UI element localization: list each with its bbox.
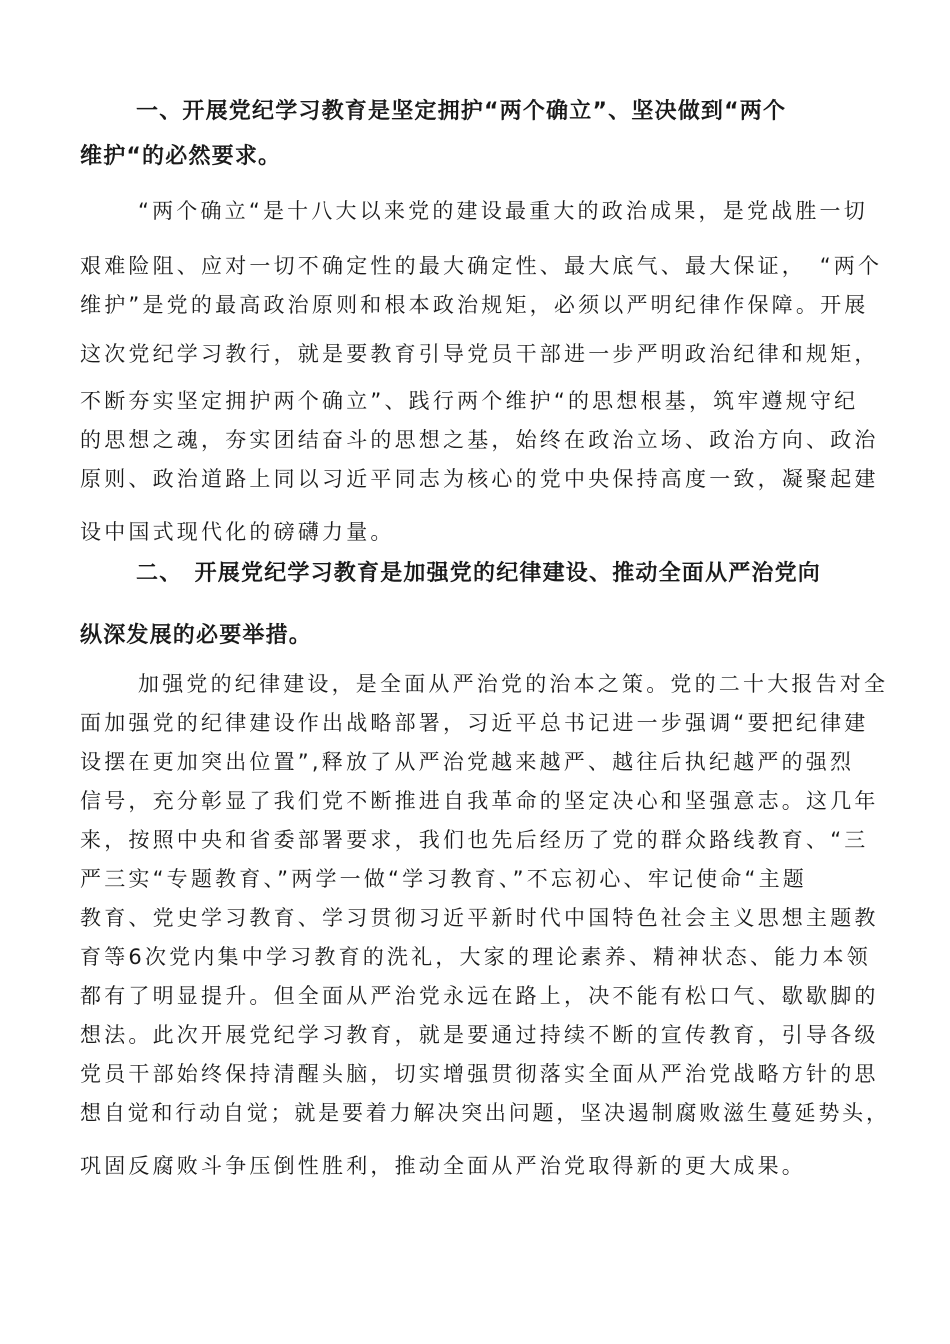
section2-paragraph-line-5: 来，按照中央和省委部署要求，我们也先后经历了党的群众路线教育、“三: [80, 828, 869, 852]
section2-paragraph-line-3: 设摆在更加突出位置”,释放了从严治党越来越严、越往后执纪越严的强烈: [80, 750, 855, 774]
section1-paragraph-line-8: 设中国式现代化的磅礴力量。: [80, 520, 395, 544]
section2-paragraph-line-10: 想法。此次开展党纪学习教育，就是要通过持续不断的宣传教育，引导各级: [80, 1023, 879, 1047]
section1-heading-line-2: 维护“的必然要求。: [80, 144, 282, 169]
section2-paragraph-line-4: 信号，充分彰显了我们党不断推进自我革命的坚定决心和坚强意志。这几年: [80, 789, 879, 813]
section1-paragraph-line-1: “两个确立“是十八大以来党的建设最重大的政治成果，是党战胜一切: [138, 199, 868, 223]
section2-paragraph-line-13: 巩固反腐败斗争压倒性胜利，推动全面从严治党取得新的更大成果。: [80, 1154, 806, 1178]
section1-paragraph-line-5: 不断夯实坚定拥护两个确立”、践行两个维护“的思想根基，筑牢遵规守纪: [80, 389, 859, 413]
section2-paragraph-line-8: 育等6次党内集中学习教育的洗礼，大家的理论素养、精神状态、能力本领: [80, 945, 871, 969]
section2-paragraph-line-11: 党员干部始终保持清醒头脑，切实增强贯彻落实全面从严治党战略方针的思: [80, 1062, 879, 1086]
section1-paragraph-line-2: 艰难险阻、应对一切不确定性的最大确定性、最大底气、最大保证， “两个: [80, 254, 883, 278]
section2-paragraph-line-1: 加强党的纪律建设，是全面从严治党的治本之策。党的二十大报告对全: [138, 672, 889, 696]
section2-paragraph-line-9: 都有了明显提升。但全面从严治党永远在路上，决不能有松口气、歇歇脚的: [80, 984, 879, 1008]
section1-paragraph-line-3: 维护”是党的最高政治原则和根本政治规矩，必须以严明纪律作保障。开展: [80, 293, 869, 317]
section2-paragraph-line-7: 教育、党史学习教育、学习贯彻习近平新时代中国特色社会主义思想主题教: [80, 906, 879, 930]
section2-heading-line-1: 二、 开展党纪学习教育是加强党的纪律建设、推动全面从严治党向: [136, 561, 822, 586]
section2-heading-line-2: 纵深发展的必要举措。: [80, 623, 313, 648]
section1-paragraph-line-6: 的思想之魂，夯实团结奋斗的思想之基，始终在政治立场、政治方向、政治: [80, 428, 879, 452]
section1-paragraph-line-4: 这次党纪学习教行，就是要教育引导党员干部进一步严明政治纪律和规矩，: [80, 342, 879, 366]
section1-heading-line-1: 一、开展党纪学习教育是坚定拥护“两个确立”、坚决做到“两个: [136, 99, 787, 124]
section2-paragraph-line-12: 想自觉和行动自觉；就是要着力解决突出问题，坚决遏制腐败滋生蔓延势头，: [80, 1101, 890, 1125]
section2-paragraph-line-6: 严三实“专题教育、”两学一做“学习教育、”不忘初心、牢记使命“主题: [80, 867, 807, 891]
section2-paragraph-line-2: 面加强党的纪律建设作出战略部署，习近平总书记进一步强调“要把纪律建: [80, 711, 869, 735]
section1-paragraph-line-7: 原则、政治道路上同以习近平同志为核心的党中央保持高度一致，凝聚起建: [80, 467, 879, 491]
